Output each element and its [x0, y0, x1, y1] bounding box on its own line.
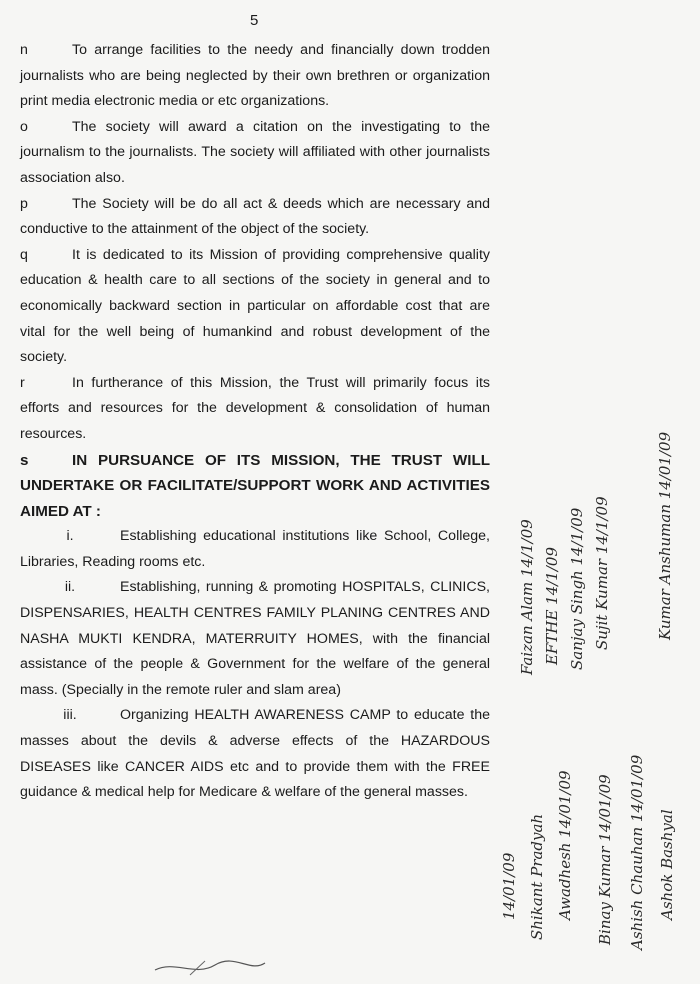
paragraph-p [20, 192, 490, 243]
sub-item-text: Establishing, running & promoting HOSPITALS, CLINICS, DISPENSARIES, HEALTH CENTRES FAMILY PLANING CENTRES AND NASHA MUKTI KENDRA, MATERRUITY HOMES, with the financial assistance of the people & Government for the welfare of the general mass. (Specially in the remote ruler and slam area) [20, 579, 490, 698]
paragraph-text: The society will award a citation on the investigating to the journalism to the journalists. The society will affiliated with other journalists association also. [20, 118, 490, 186]
paragraph-n [20, 38, 490, 115]
paragraph-text: The Society will be do all act & deeds which are necessary and conductive to the attainment of the object of the society. [20, 195, 490, 238]
paragraph-r [20, 371, 490, 448]
signature: Faizan Alam 14/1/09 [518, 519, 536, 675]
paragraph-marker: p [20, 195, 28, 212]
document-body [20, 38, 490, 806]
stamp-scribble [150, 955, 270, 980]
paragraph-text: In furtherance of this Mission, the Trust will primarily focus its efforts and resources for the development & consolidation of human resources. [20, 374, 490, 442]
sub-item-marker: iii. [63, 707, 77, 724]
sub-item-marker: ii. [64, 579, 76, 596]
paragraph-o [20, 115, 490, 192]
paragraph-q [20, 243, 490, 371]
sub-item-text: Organizing HEALTH AWARENESS CAMP to educate the masses about the devils & adverse effects of the HAZARDOUS DISEASES like CANCER AIDS etc and to provide them with the FREE guidance & medical help for Medicare & welfare of the general masses. [20, 707, 490, 801]
paragraph-marker: q [20, 246, 28, 263]
sub-item-iii [20, 703, 490, 805]
signature: Binay Kumar 14/01/09 [596, 774, 614, 945]
signature: Ashish Chauhan 14/01/09 [628, 754, 646, 950]
signature: Kumar Anshuman 14/01/09 [656, 431, 674, 640]
page-number: 5 [250, 12, 259, 29]
paragraph-text: To arrange facilities to the needy and financially down trodden journalists who are being neglected by their own brethren or organization print media electronic media or etc organizations. [20, 42, 490, 110]
paragraph-text: It is dedicated to its Mission of providing comprehensive quality education & health care to all sections of the society in general and to economically backward section in particular on affordable cost that are vital for the well being of humankind and robust development of the society. [20, 246, 490, 366]
sub-item-marker: i. [66, 528, 74, 545]
signature: Sujit Kumar 14/1/09 [593, 496, 611, 650]
sub-item-ii [20, 575, 490, 703]
sub-item-text: Establishing educational institutions like School, College, Libraries, Reading rooms etc. [20, 528, 490, 570]
signature: Sanjay Singh 14/1/09 [568, 507, 586, 670]
signature-block [488, 400, 698, 960]
signature: EFTHE 14/1/09 [543, 547, 561, 665]
heading-marker: s [20, 451, 29, 469]
signature: Awadhesh 14/01/09 [556, 770, 574, 920]
heading-text: IN PURSUANCE OF ITS MISSION, THE TRUST WILL UNDERTAKE OR FACILITATE/SUPPORT WORK AND ACTIVITIES AIMED AT : [20, 451, 490, 520]
signature: 14/01/09 [500, 852, 518, 920]
paragraph-marker: n [20, 42, 28, 58]
sub-item-i [20, 524, 490, 575]
section-heading [20, 448, 490, 525]
signature: Ashok Bashyal [658, 809, 676, 920]
paragraph-marker: r [20, 374, 25, 391]
paragraph-marker: o [20, 118, 28, 135]
signature: Shikant Pradyah [528, 813, 546, 940]
